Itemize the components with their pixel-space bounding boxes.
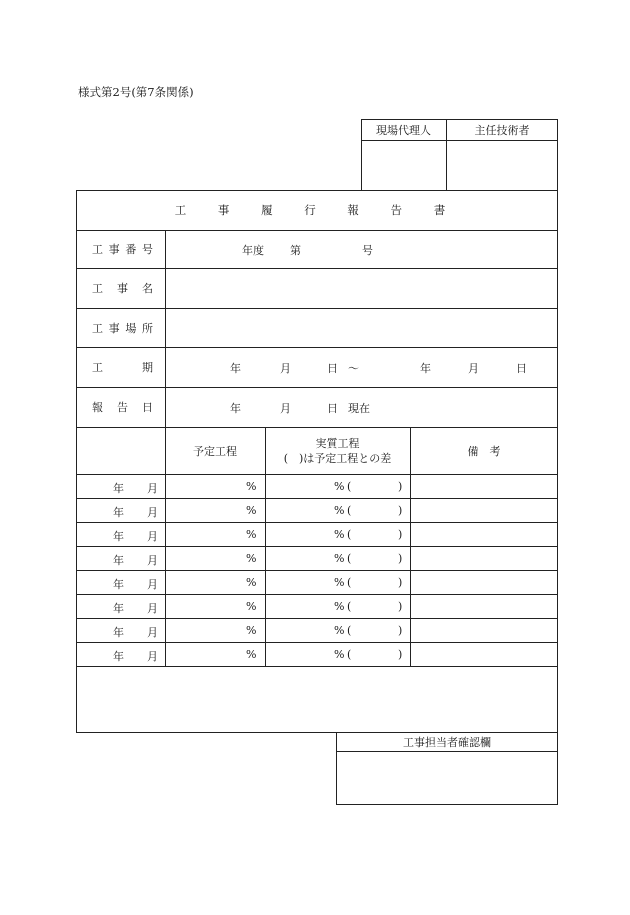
remarks-header: 備 考 [467,444,501,458]
char: 告 [117,401,128,414]
period-tilde: ～ [348,362,359,375]
row-year: 年 [113,626,124,639]
char: 所 [141,321,153,335]
char: 場 [125,321,137,335]
confirm-label: 工事担当者確認欄 [403,735,491,749]
construction-number-label [76,230,165,268]
row-year: 年 [113,602,124,615]
report-month: 月 [280,402,291,415]
actual-pct: % [334,624,345,637]
row-year: 年 [113,578,124,591]
remarks-input[interactable] [411,499,557,522]
report-date-label [76,387,165,427]
char: 工 [92,243,103,256]
fiscal-year-label: 年度 [242,244,264,257]
actual-pct: % [334,648,345,661]
period-start-year: 年 [230,362,241,375]
char: 事 [108,321,120,335]
form-title: 工 事 履 行 報 告 書 [174,203,460,217]
actual-pct: % [334,576,345,589]
go-label: 号 [362,244,373,257]
report-day: 日 [327,402,338,415]
actual-pct: % [334,600,345,613]
row-year: 年 [113,506,124,519]
construction-number-field[interactable] [166,231,557,268]
planned-pct: % [246,648,257,661]
paren-close: ) [398,504,403,517]
planned-pct: % [246,600,257,613]
report-genzai: 現在 [348,402,370,415]
paren-open: ( [347,504,352,517]
period-start-day: 日 [327,362,338,375]
construction-place-field[interactable] [166,309,557,347]
char: 日 [142,401,153,414]
char: 番 [125,243,137,256]
row-year: 年 [113,554,124,567]
remarks-input[interactable] [411,619,557,642]
paren-open: ( [347,576,352,589]
row-month: 月 [147,554,158,567]
row-month: 月 [147,626,158,639]
char: 名 [142,282,153,295]
remarks-input[interactable] [411,571,557,594]
site-agent-label: 現場代理人 [376,123,431,137]
planned-pct: % [246,504,257,517]
paren-open: ( [347,528,352,541]
actual-pct: % [334,528,345,541]
paren-close: ) [398,600,403,613]
notes-area[interactable] [77,667,557,732]
construction-name-field[interactable] [166,269,557,308]
report-date-field[interactable] [166,388,557,427]
remarks-input[interactable] [411,643,557,666]
char: 号 [141,243,153,256]
period-start-month: 月 [280,362,291,375]
report-year: 年 [230,402,241,415]
char: 工 [92,321,103,335]
char: 工 [92,361,103,374]
confirm-stamp-area[interactable] [337,752,557,804]
actual-progress-header [265,427,410,474]
row-month: 月 [147,602,158,615]
paren-open: ( [347,600,352,613]
remarks-input[interactable] [411,523,557,546]
construction-period-label [76,347,165,387]
row-year: 年 [113,530,124,543]
period-end-year: 年 [420,362,431,375]
char: 事 [117,282,128,295]
chief-engineer-stamp-area[interactable] [447,141,557,190]
row-month: 月 [147,578,158,591]
paren-open: ( [347,648,352,661]
char: 期 [142,361,153,374]
paren-close: ) [398,480,403,493]
planned-pct: % [246,576,257,589]
form-number: 様式第2号(第7条関係) [78,85,194,99]
row-month: 月 [147,650,158,663]
chief-engineer-label: 主任技術者 [474,123,530,137]
paren-open: ( [347,552,352,565]
actual-pct: % [334,552,345,565]
actual-pct: % [334,480,345,493]
remarks-input[interactable] [411,547,557,570]
paren-close: ) [398,648,403,661]
dai-label: 第 [290,244,301,257]
planned-pct: % [246,552,257,565]
actual-progress-subtitle: ( )は予定工程との差 [283,451,392,465]
construction-period-field[interactable] [166,348,557,387]
planned-pct: % [246,624,257,637]
paren-close: ) [398,624,403,637]
site-agent-stamp-area[interactable] [362,141,445,190]
row-month: 月 [147,530,158,543]
paren-close: ) [398,576,403,589]
remarks-input[interactable] [411,475,557,498]
char: 事 [108,243,120,256]
char: 工 [92,282,103,295]
actual-progress-title: 実質工程 [315,436,360,450]
row-month: 月 [147,506,158,519]
planned-pct: % [246,480,257,493]
row-month: 月 [147,482,158,495]
paren-close: ) [398,528,403,541]
period-end-month: 月 [468,362,479,375]
row-year: 年 [113,482,124,495]
planned-pct: % [246,528,257,541]
planned-progress-header: 予定工程 [193,444,237,458]
period-end-day: 日 [516,362,527,375]
paren-open: ( [347,624,352,637]
actual-pct: % [334,504,345,517]
construction-name-label [76,268,165,308]
construction-place-label [76,308,165,347]
row-year: 年 [113,650,124,663]
paren-open: ( [347,480,352,493]
paren-close: ) [398,552,403,565]
remarks-input[interactable] [411,595,557,618]
char: 報 [92,401,103,414]
